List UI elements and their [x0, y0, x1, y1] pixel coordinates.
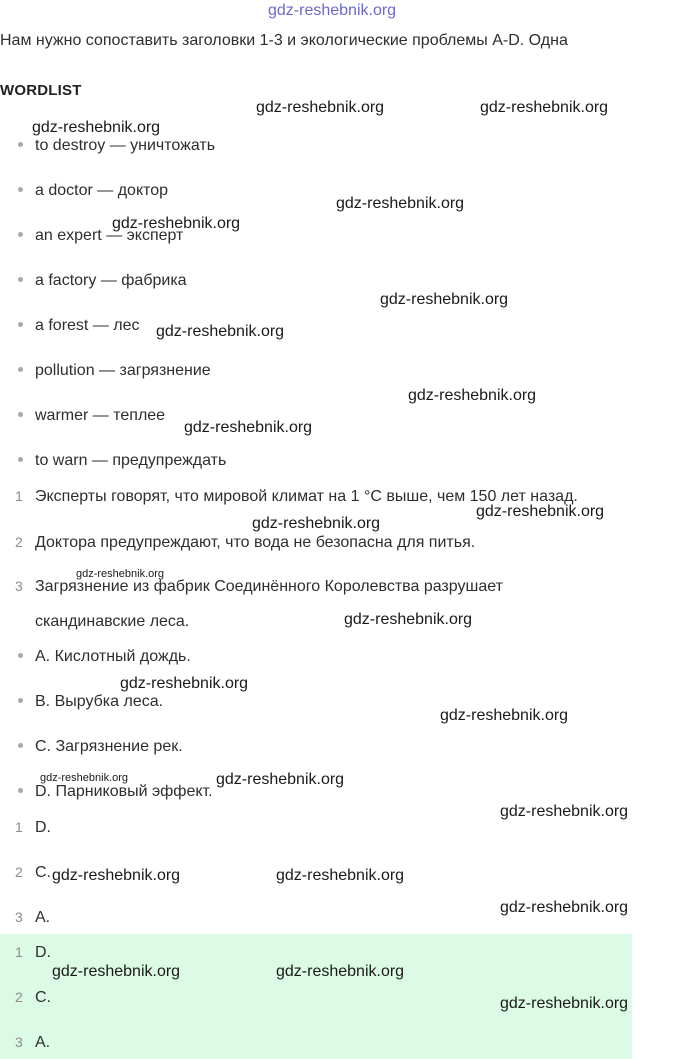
cut-off-line [36, 64, 176, 72]
watermark: gdz-reshebnik.org [380, 291, 509, 308]
watermark: gdz-reshebnik.org [156, 323, 285, 340]
bullet-icon [18, 653, 23, 658]
list-item: warmer — теплее [18, 405, 165, 427]
bullet-icon [18, 187, 23, 192]
list-item: C. Загрязнение рек. [18, 736, 183, 758]
watermark: gdz-reshebnik.org [120, 675, 249, 692]
list-item: D. Парниковый эффект. [18, 781, 213, 803]
watermark: gdz-reshebnik.org [276, 867, 405, 884]
bullet-icon [18, 698, 23, 703]
list-item: A. Кислотный дождь. [18, 646, 191, 668]
answer-item: 1 D. [15, 819, 51, 836]
bullet-icon [18, 743, 23, 748]
answer-item: 2 C. [15, 864, 51, 881]
bullet-icon [18, 457, 23, 462]
list-item: to warn — предупреждать [18, 450, 226, 472]
answer-item: 1 D. [15, 944, 51, 961]
answer-item: 3 A. [15, 1034, 51, 1051]
watermark: gdz-reshebnik.org [500, 803, 629, 820]
bullet-icon [18, 142, 23, 147]
watermark: gdz-reshebnik.org [336, 195, 465, 212]
bullet-icon [18, 322, 23, 327]
watermark: gdz-reshebnik.org [52, 963, 181, 980]
watermark: gdz-reshebnik.org [500, 899, 629, 916]
watermark: gdz-reshebnik.org [52, 867, 181, 884]
watermark: gdz-reshebnik.org [500, 995, 629, 1012]
headline-item: 3 Загрязнение из фабрик Соединённого Королевства разрушает [15, 578, 503, 595]
watermark: gdz-reshebnik.org [476, 503, 605, 520]
watermark: gdz-reshebnik.org [112, 215, 241, 232]
headline-item-continuation: скандинавские леса. [35, 613, 190, 630]
answer-item: 2 C. [15, 989, 51, 1006]
list-item: B. Вырубка леса. [18, 691, 163, 713]
bullet-icon [18, 232, 23, 237]
watermark: gdz-reshebnik.org [40, 772, 129, 784]
watermark: gdz-reshebnik.org [76, 568, 165, 580]
wordlist-heading: WORDLIST [0, 82, 82, 99]
list-item: a doctor — доктор [18, 180, 168, 202]
bullet-icon [18, 412, 23, 417]
watermark: gdz-reshebnik.org [480, 99, 609, 116]
headline-item: 1 Эксперты говорят, что мировой климат на 1 °C выше, чем 150 лет назад. [15, 488, 578, 505]
watermark: gdz-reshebnik.org [184, 419, 313, 436]
list-item: to destroy — уничтожать [18, 135, 215, 157]
watermark: gdz-reshebnik.org [252, 515, 381, 532]
bullet-icon [18, 788, 23, 793]
top-watermark: gdz-reshebnik.org [268, 2, 397, 19]
watermark: gdz-reshebnik.org [440, 707, 569, 724]
watermark: gdz-reshebnik.org [216, 771, 345, 788]
intro-text: Нам нужно сопоставить заголовки 1-3 и экологические проблемы A-D. Одна [0, 32, 568, 49]
list-item: an expert — эксперт [18, 225, 183, 247]
watermark: gdz-reshebnik.org [256, 99, 385, 116]
watermark: gdz-reshebnik.org [276, 963, 405, 980]
list-item: a factory — фабрика [18, 270, 187, 292]
watermark: gdz-reshebnik.org [32, 119, 161, 136]
watermark: gdz-reshebnik.org [408, 387, 537, 404]
answer-item: 3 A. [15, 909, 51, 926]
bullet-icon [18, 367, 23, 372]
list-item: a forest — лес [18, 315, 139, 337]
watermark: gdz-reshebnik.org [344, 611, 473, 628]
bullet-icon [18, 277, 23, 282]
list-item: pollution — загрязнение [18, 360, 211, 382]
headline-item: 2 Доктора предупреждают, что вода не безопасна для питья. [15, 534, 476, 551]
